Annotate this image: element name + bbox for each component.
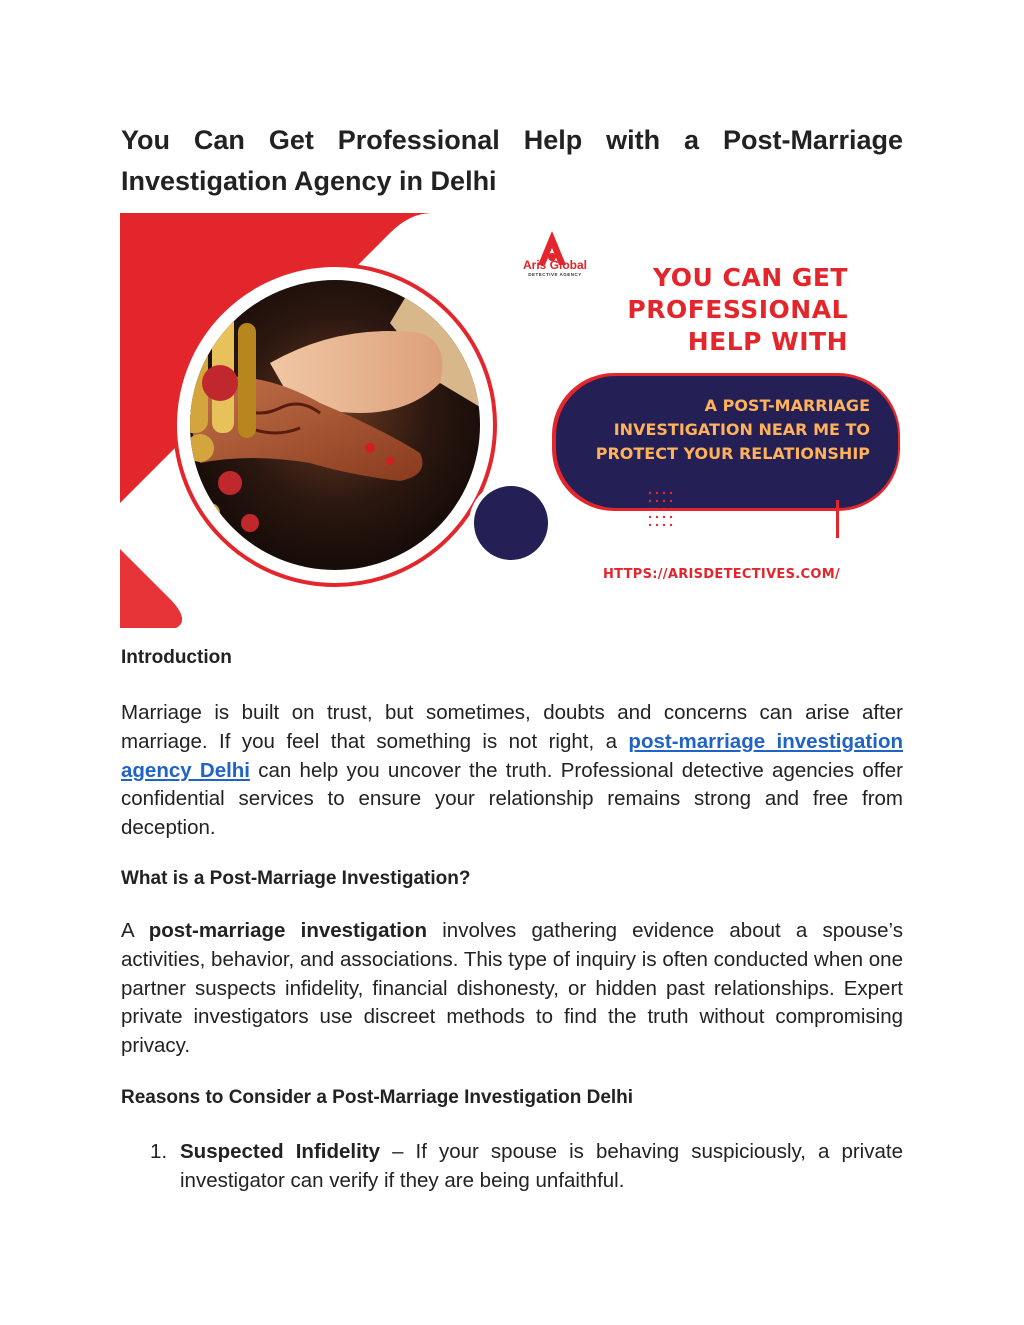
- list-item-body: – If your spouse is behaving suspiciously, a private investigator can verify if they are being unfaithful.: [180, 1140, 903, 1192]
- what-is-bold-term: post-marriage investigation: [148, 919, 428, 942]
- banner-pill-line: PROTECT YOUR RELATIONSHIP: [595, 444, 870, 463]
- what-is-heading: What is a Post-Marriage Investigation?: [121, 868, 471, 889]
- what-is-text: involves gathering evidence about a spouse’s activities, behavior, and associations. This type of inquiry is often conducted when one partner suspects infidelity, financial dishonesty, or hidden past relationships. Expert private investigators use discreet methods to find the truth without compromising privacy.: [121, 919, 903, 1058]
- banner-headline: [610, 262, 848, 358]
- brand-logo: [505, 226, 605, 277]
- intro-paragraph: [121, 699, 903, 843]
- banner-headline-line: HELP WITH: [687, 327, 848, 356]
- list-item-text: [180, 1138, 903, 1196]
- post-marriage-investigation-link[interactable]: post-marriage investigation agency Delhi: [121, 729, 903, 782]
- red-corner-shape-bottom: [120, 549, 182, 628]
- banner-headline-line: PROFESSIONAL: [627, 295, 848, 324]
- brand-name: Aris Global: [522, 258, 587, 272]
- intro-text-after: can help you uncover the truth. Professional detective agencies offer confidential services to ensure your relationship remains strong and free from deception.: [121, 758, 903, 840]
- brand-tagline: DETECTIVE AGENCY: [528, 272, 582, 277]
- banner-headline-line: YOU CAN GET: [653, 263, 848, 292]
- banner-pill-line: A POST-MARRIAGE: [704, 396, 870, 415]
- reasons-list: [150, 1138, 903, 1196]
- list-item-title: Suspected Infidelity: [180, 1140, 381, 1163]
- banner-url: HTTPS://ARISDETECTIVES.COM/: [602, 567, 840, 582]
- accent-line: [836, 500, 839, 538]
- list-item: [150, 1138, 903, 1196]
- intro-text-before: Marriage is built on trust, but sometimes, doubts and concerns can arise after marriage. If you feel that something is not right, a: [121, 701, 903, 753]
- what-is-lead: A: [121, 919, 149, 942]
- what-is-paragraph: [121, 917, 903, 1061]
- banner-pill-line: INVESTIGATION NEAR ME TO: [613, 420, 870, 439]
- banner-pill-text: [572, 394, 870, 466]
- page-title: You Can Get Professional Help with a Post-Marriage Investigation Agency in Delhi: [121, 125, 903, 196]
- reasons-heading: Reasons to Consider a Post-Marriage Investigation Delhi: [121, 1087, 634, 1108]
- intro-heading: Introduction: [121, 647, 232, 668]
- list-item-number: 1.: [150, 1140, 168, 1163]
